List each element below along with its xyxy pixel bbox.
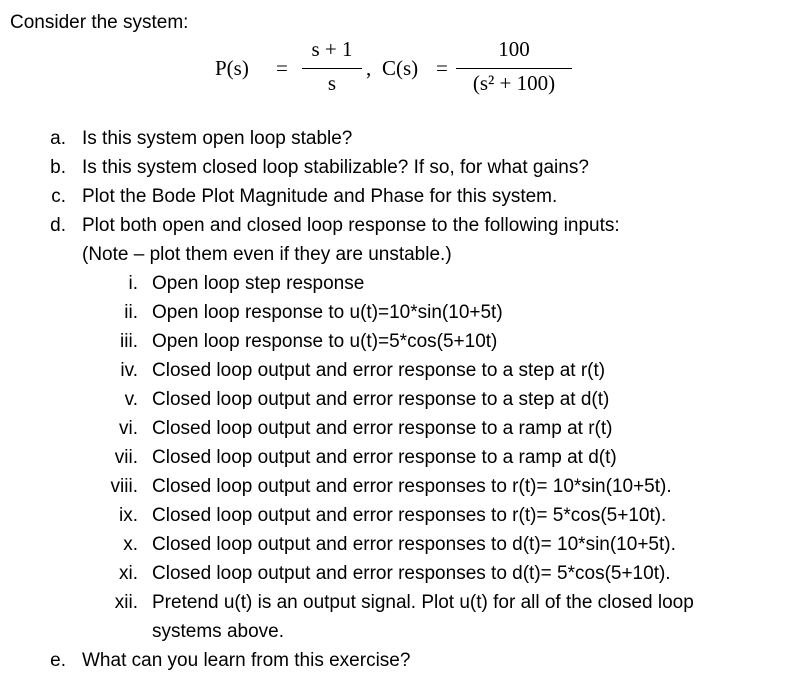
subitem-marker: iv. xyxy=(120,360,138,381)
controller-lhs: C(s) xyxy=(382,56,419,80)
subitem-marker: xii. xyxy=(114,592,138,613)
controller-equals: = xyxy=(436,56,448,80)
question-note: (Note – plot them even if they are unstable.) xyxy=(82,244,452,265)
subitem-marker: ii. xyxy=(124,302,138,323)
question-marker: a. xyxy=(50,128,66,149)
question-text: Is this system closed loop stabilizable? If so, for what gains? xyxy=(82,157,589,178)
subitem-marker: i. xyxy=(128,273,138,294)
question-marker: c. xyxy=(51,186,66,207)
question-text: Is this system open loop stable? xyxy=(82,128,353,149)
question-marker: b. xyxy=(50,157,66,178)
subitem-marker: v. xyxy=(124,389,138,410)
subitem-text: systems above. xyxy=(152,621,284,642)
subitem-text: Closed loop output and error response to a ramp at d(t) xyxy=(152,447,617,468)
question-marker: e. xyxy=(50,650,66,671)
subitem-marker: ix. xyxy=(119,505,138,526)
controller-numerator: 100 xyxy=(498,37,530,61)
question-text: Plot both open and closed loop response to the following inputs: xyxy=(82,215,620,236)
subitem-text: Closed loop output and error responses to d(t)= 10*sin(10+5t). xyxy=(152,534,676,555)
plant-numerator: s + 1 xyxy=(311,37,353,61)
subitem-text: Closed loop output and error responses to d(t)= 5*cos(5+10t). xyxy=(152,563,671,584)
subitem-text: Pretend u(t) is an output signal. Plot u(t) for all of the closed loop xyxy=(152,592,694,613)
plant-lhs: P(s) xyxy=(215,56,249,80)
subitem-marker: iii. xyxy=(120,331,138,352)
subitem-text: Closed loop output and error response to a step at d(t) xyxy=(152,389,610,410)
subitem-text: Closed loop output and error responses to r(t)= 5*cos(5+10t). xyxy=(152,505,667,526)
subitem-marker: vi. xyxy=(119,418,138,439)
controller-fraction-bar xyxy=(456,68,572,69)
subitem-text: Open loop response to u(t)=10*sin(10+5t) xyxy=(152,302,503,323)
intro-text: Consider the system: xyxy=(10,12,189,33)
subitem-text: Closed loop output and error response to a ramp at r(t) xyxy=(152,418,613,439)
subitem-marker: x. xyxy=(123,534,138,555)
subitem-text: Open loop step response xyxy=(152,273,365,294)
question-text: Plot the Bode Plot Magnitude and Phase for this system. xyxy=(82,186,558,207)
question-marker: d. xyxy=(50,215,66,236)
subitem-marker: xi. xyxy=(119,563,138,584)
subitem-text: Open loop response to u(t)=5*cos(5+10t) xyxy=(152,331,498,352)
equation-comma: , xyxy=(366,56,372,80)
plant-denominator: s xyxy=(327,71,337,95)
subitem-marker: vii. xyxy=(114,447,138,468)
subitem-text: Closed loop output and error responses to r(t)= 10*sin(10+5t). xyxy=(152,476,672,497)
question-text: What can you learn from this exercise? xyxy=(82,650,411,671)
plant-fraction-bar xyxy=(302,68,362,69)
subitem-marker: viii. xyxy=(110,476,138,497)
subitem-text: Closed loop output and error response to a step at r(t) xyxy=(152,360,606,381)
controller-denominator: (s² + 100) xyxy=(472,71,556,95)
plant-equals: = xyxy=(276,56,288,80)
